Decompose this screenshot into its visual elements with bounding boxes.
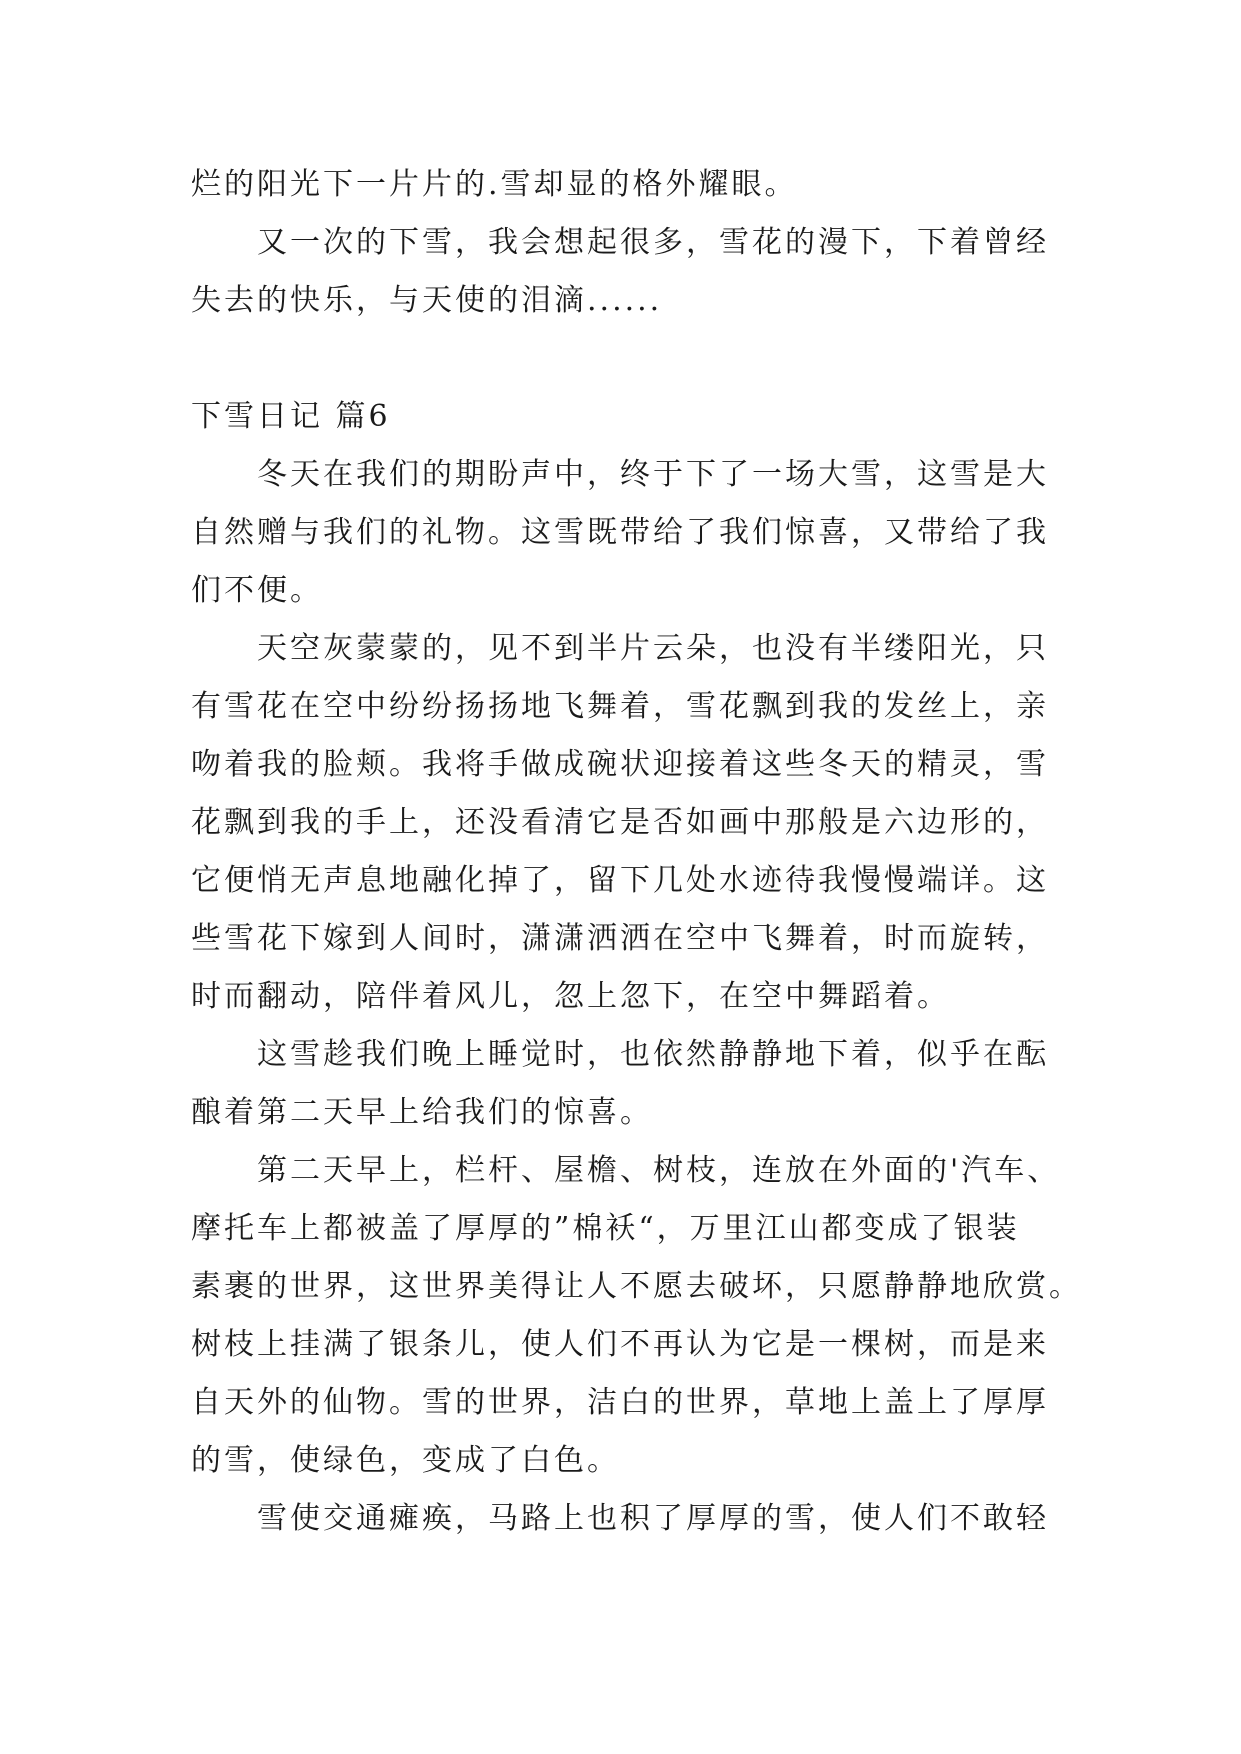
text-line: 们不便。 (191, 573, 323, 608)
text-line: 的雪，使绿色，变成了白色。 (191, 1443, 620, 1478)
paragraph-start: 雪使交通瘫痪，马路上也积了厚厚的雪，使人们不敢轻 (257, 1501, 1049, 1536)
text-line: 自然赠与我们的礼物。这雪既带给了我们惊喜，又带给了我 (191, 515, 1049, 550)
text-line: 花飘到我的手上，还没看清它是否如画中那般是六边形的， (191, 805, 1049, 840)
text-line: 失去的快乐，与天使的泪滴...... (191, 283, 663, 318)
text-line: 摩托车上都被盖了厚厚的”棉袄“，万里江山都变成了银装 (191, 1211, 1020, 1246)
paragraph-start: 冬天在我们的期盼声中，终于下了一场大雪，这雪是大 (257, 457, 1049, 492)
text-line: 自天外的仙物。雪的世界，洁白的世界，草地上盖上了厚厚 (191, 1385, 1049, 1420)
paragraph-start: 第二天早上，栏杆、屋檐、树枝，连放在外面的'汽车、 (257, 1153, 1061, 1188)
section-heading: 下雪日记 篇6 (191, 399, 391, 434)
paragraph-start: 天空灰蒙蒙的，见不到半片云朵，也没有半缕阳光，只 (257, 631, 1049, 666)
text-line: 烂的阳光下一片片的.雪却显的格外耀眼。 (191, 167, 798, 202)
document-page (191, 156, 1082, 1548)
section-gap (191, 330, 1061, 388)
text-line: 吻着我的脸颊。我将手做成碗状迎接着这些冬天的精灵，雪 (191, 747, 1049, 782)
text-line: 有雪花在空中纷纷扬扬地飞舞着，雪花飘到我的发丝上，亲 (191, 689, 1049, 724)
text-line: 些雪花下嫁到人间时，潇潇洒洒在空中飞舞着，时而旋转， (191, 921, 1049, 956)
paragraph-start: 又一次的下雪，我会想起很多，雪花的漫下，下着曾经 (257, 225, 1049, 260)
text-line: 素裹的世界，这世界美得让人不愿去破坏，只愿静静地欣赏。 (191, 1269, 1082, 1304)
text-line: 时而翻动，陪伴着风儿，忽上忽下，在空中舞蹈着。 (191, 979, 950, 1014)
text-line: 酿着第二天早上给我们的惊喜。 (191, 1095, 653, 1130)
paragraph-start: 这雪趁我们晚上睡觉时，也依然静静地下着，似乎在酝 (257, 1037, 1049, 1072)
text-line: 树枝上挂满了银条儿，使人们不再认为它是一棵树，而是来 (191, 1327, 1049, 1362)
text-line: 它便悄无声息地融化掉了，留下几处水迹待我慢慢端详。这 (191, 863, 1049, 898)
